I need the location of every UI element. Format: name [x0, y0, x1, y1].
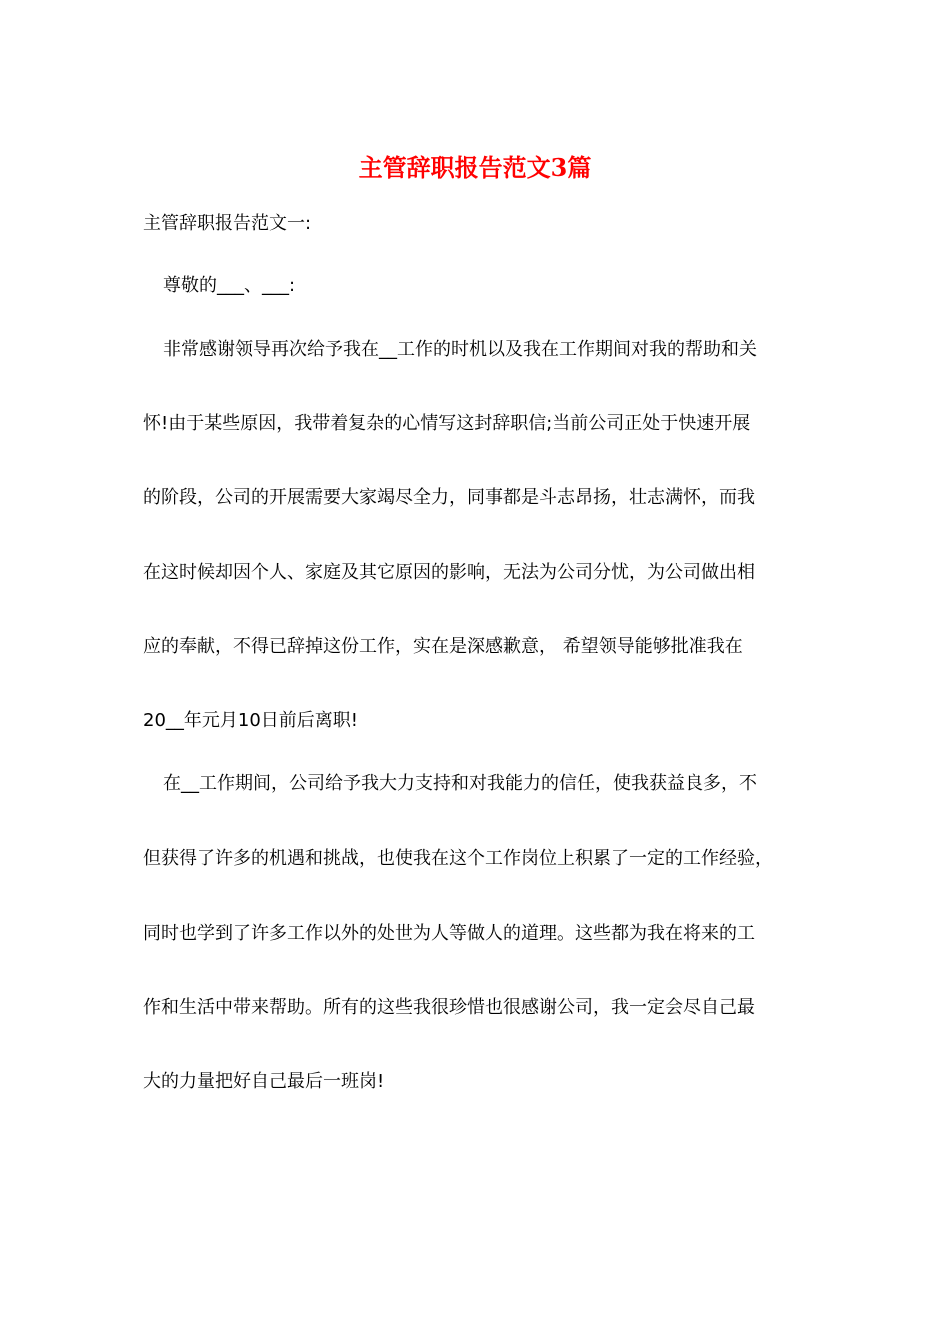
paragraph-line: 作和生活中带来帮助。所有的这些我很珍惜也很感谢公司，我一定会尽自己最 — [143, 997, 755, 1018]
paragraph-line: 非常感谢领导再次给予我在__工作的时机以及我在工作期间对我的帮助和关 — [163, 339, 757, 360]
salutation: 尊敬的___、___: — [163, 275, 296, 296]
paragraph-line: 20__年元月10日前后离职! — [143, 710, 359, 731]
paragraph-line: 应的奉献，不得已辞掉这份工作，实在是深感歉意， 希望领导能够批准我在 — [143, 636, 743, 657]
paragraph-line: 在这时候却因个人、家庭及其它原因的影响，无法为公司分忧，为公司做出相 — [143, 562, 755, 583]
paragraph-line: 但获得了许多的机遇和挑战，也使我在这个工作岗位上积累了一定的工作经验， — [143, 848, 773, 869]
paragraph-line: 怀!由于某些原因，我带着复杂的心情写这封辞职信;当前公司正处于快速开展 — [143, 413, 751, 434]
document-title: 主管辞职报告范文3篇 — [358, 153, 592, 182]
section-heading: 主管辞职报告范文一: — [143, 213, 312, 234]
paragraph-line: 在__工作期间，公司给予我大力支持和对我能力的信任，使我获益良多，不 — [163, 773, 757, 794]
paragraph-line: 大的力量把好自己最后一班岗! — [143, 1071, 385, 1092]
paragraph-line: 同时也学到了许多工作以外的处世为人等做人的道理。这些都为我在将来的工 — [143, 923, 755, 944]
paragraph-line: 的阶段，公司的开展需要大家竭尽全力，同事都是斗志昂扬，壮志满怀，而我 — [143, 487, 755, 508]
